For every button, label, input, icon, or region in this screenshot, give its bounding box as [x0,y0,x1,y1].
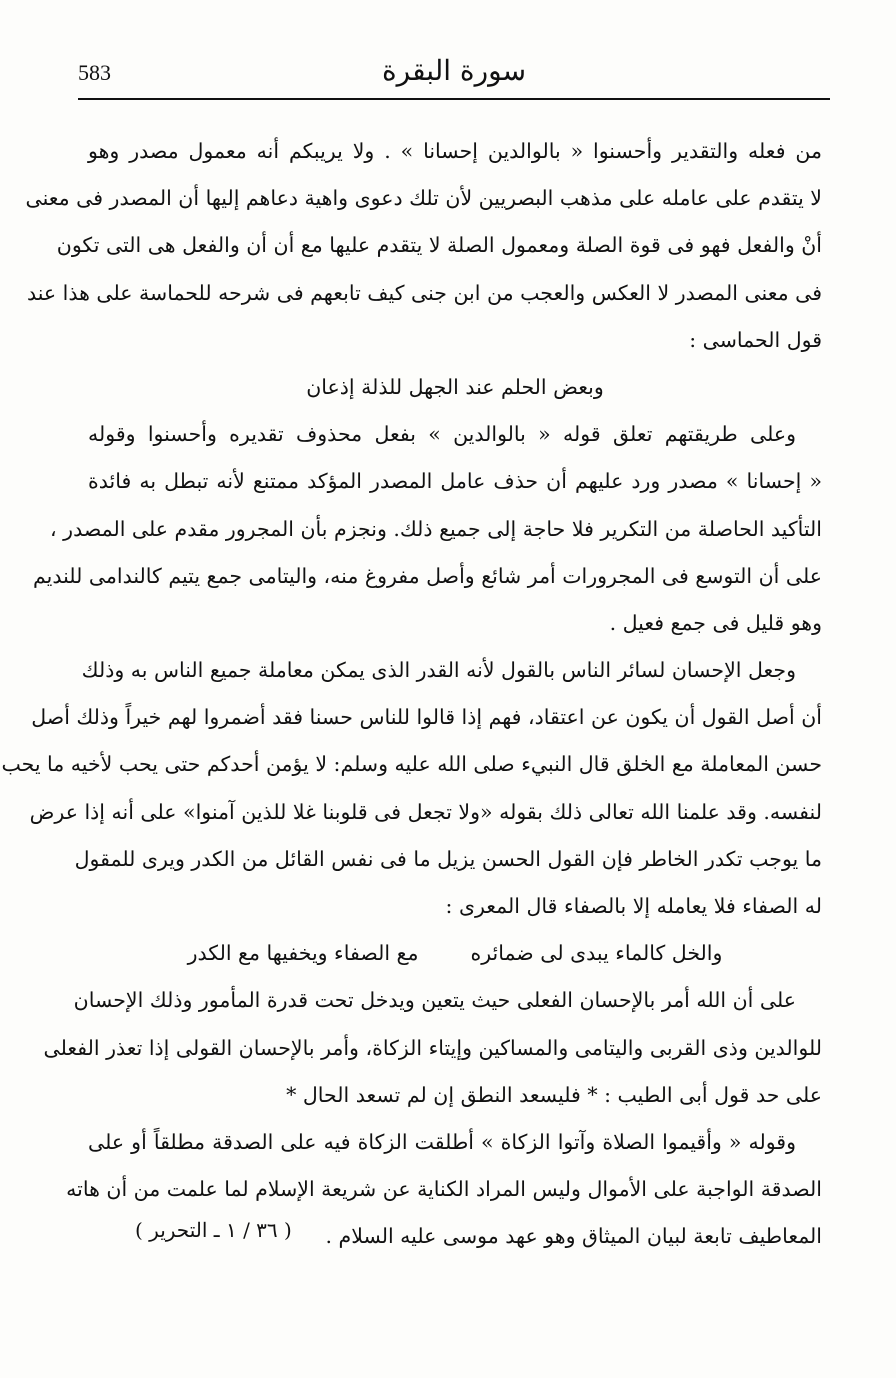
text-line: من فعله والتقدير وأحسنوا « بالوالدين إحسانا » . ولا يريبكم أنه معمول مصدر وهو [88,139,822,163]
text-line: الصدقة الواجبة على الأموال وليس المراد الكناية عن شريعة الإسلام لما علمت من أن هاته [66,1177,822,1202]
text-line: أن أصل القول أن يكون عن اعتقاد، فهم إذا قالوا للناس حسنا فقد أضمروا لهم خيراً وذلك أصل [31,705,822,730]
text-line: التأكيد الحاصلة من التكرير فلا حاجة إلى جميع ذلك. ونجزم بأن المجرور مقدم على المصدر ، [50,516,822,541]
page-number: 583 [78,60,111,85]
page-body [1,128,822,1261]
verse-first-hemistich: والخل كالماء يبدى لى ضمائره [470,941,723,966]
verse-line-hamasi: وبعض الحلم عند الجهل للذلة إذعان [306,374,604,399]
text-line: له الصفاء فلا يعامله إلا بالصفاء قال المعرى : [445,894,822,918]
header-rule [78,98,830,100]
text-line: لنفسه. وقد علمنا الله تعالى ذلك بقوله «ولا تجعل فى قلوبنا غلا للذين آمنوا» على أنه إذا عرض [29,799,822,824]
text-line: وجعل الإحسان لسائر الناس بالقول لأنه القدر الذى يمكن معاملة جميع الناس به وذلك [81,658,796,683]
text-line: على أن التوسع فى المجرورات أمر شائع وأصل مفروغ منه، واليتامى جمع يتيم كالندامى للنديم [33,563,822,588]
text-line: قول الحماسى : [689,327,822,352]
text-line: وقوله « وأقيموا الصلاة وآتوا الزكاة » أطلقت الزكاة فيه على الصدقة مطلقاً أو على [88,1129,796,1154]
text-line: للوالدين وذى القربى واليتامى والمساكين وإيتاء الزكاة، وأمر بالإحسان القولى إذا تعذر الفعلى [43,1035,822,1060]
text-line: المعاطيف تابعة لبيان الميثاق وهو عهد موسى عليه السلام . [325,1224,822,1249]
text-line: « إحسانا » مصدر ورد عليهم أن حذف عامل المصدر المؤكد ممتنع لأنه تبطل به فائدة [88,469,822,494]
page-header [78,52,830,98]
text-line: وعلى طريقتهم تعلق قوله « بالوالدين » بفعل محذوف تقديره وأحسنوا وقوله [88,422,796,447]
text-line: حسن المعاملة مع الخلق قال النبيء صلى الله عليه وسلم: لا يؤمن أحدكم حتى يحب لأخيه ما يحب [1,752,822,777]
text-line: لا يتقدم على عامله على مذهب البصريين لأن تلك دعوى واهية دعاهم إليها أن المصدر فى معنى [25,186,822,211]
verse-line-almaarri [88,930,822,977]
text-line: ما يوجب تكدر الخاطر فإن القول الحسن يزيل ما فى نفس القائل من الكدر ويرى للمقول [74,846,822,871]
text-line: على حد قول أبى الطيب : * فليسعد النطق إن لم تسعد الحال * [286,1082,822,1107]
text-line: فى معنى المصدر لا العكس والعجب من ابن جنى كيف تابعهم فى شرحه للحماسة على هذا عند [26,280,822,305]
text-line: وهو قليل فى جمع فعيل . [609,610,822,635]
footer-signature: ( ٣٦ / ١ ـ التحرير ) [135,1218,292,1242]
surah-title: سورة البقرة [381,54,527,87]
text-line: أنْ والفعل فهو فى قوة الصلة ومعمول الصلة لا يتقدم عليها مع أن أن والفعل هى التى تكون [56,233,822,258]
text-line: على أن الله أمر بالإحسان الفعلى حيث يتعين ويدخل تحت قدرة المأمور وذلك الإحسان [73,988,796,1013]
verse-second-hemistich: مع الصفاء ويخفيها مع الكدر [187,941,419,966]
